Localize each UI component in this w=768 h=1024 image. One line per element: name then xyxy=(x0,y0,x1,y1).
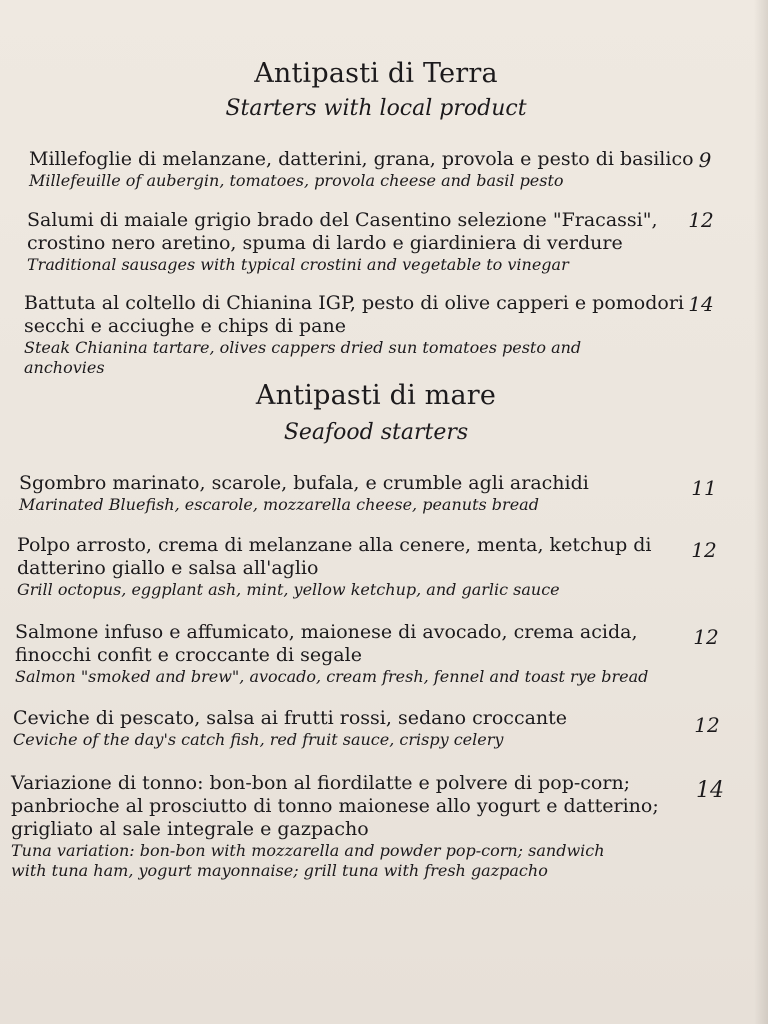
item-price: 14 xyxy=(688,292,714,316)
item-price: 12 xyxy=(693,625,719,649)
item-name-line: Sgombro marinato, scarole, bufala, e crumble agli arachidi xyxy=(19,472,589,494)
item-name-line: Salumi di maiale grigio brado del Casentino selezione "Fracassi", xyxy=(27,209,658,231)
menu-item-battuta xyxy=(24,292,694,378)
item-name-line: finocchi confit e croccante di segale xyxy=(15,644,362,666)
item-name-line: grigliato al sale integrale e gazpacho xyxy=(11,818,369,840)
item-price: 12 xyxy=(694,713,720,737)
item-name-line: Ceviche di pescato, salsa ai frutti rossi, sedano croccante xyxy=(13,707,568,729)
menu-item-salmone xyxy=(15,621,685,687)
item-name-line: crostino nero aretino, spuma di lardo e giardiniera di verdure xyxy=(27,232,623,254)
menu-item-millefoglie xyxy=(29,148,699,191)
item-description-line: Tuna variation: bon-bon with mozzarella and powder pop-corn; sandwich xyxy=(11,841,605,860)
item-name-line: panbrioche al prosciutto di tonno maionese allo yogurt e datterino; xyxy=(11,795,659,817)
page-edge-shadow xyxy=(754,0,768,1024)
section-subtitle-terra: Starters with local product xyxy=(225,96,527,121)
section-title-mare: Antipasti di mare xyxy=(255,380,497,411)
item-description-line: Traditional sausages with typical crostini and vegetable to vinegar xyxy=(27,255,569,274)
item-price: 14 xyxy=(696,778,724,803)
item-description-line: Millefeuille of aubergin, tomatoes, provola cheese and basil pesto xyxy=(29,171,564,190)
item-name-line: Polpo arrosto, crema di melanzane alla cenere, menta, ketchup di xyxy=(17,534,652,556)
item-name-line: Salmone infuso e affumicato, maionese di avocado, crema acida, xyxy=(15,621,638,643)
menu-item-polpo xyxy=(17,534,687,600)
item-price: 11 xyxy=(691,476,717,500)
item-name-line: Millefoglie di melanzane, datterini, grana, provola e pesto di basilico xyxy=(29,148,694,170)
menu-item-tonno xyxy=(11,772,701,881)
item-description-line: with tuna ham, yogurt mayonnaise; grill tuna with fresh gazpacho xyxy=(11,861,548,880)
item-description-line: Marinated Bluefish, escarole, mozzarella cheese, peanuts bread xyxy=(19,495,539,514)
item-name-line: secchi e acciughe e chips di pane xyxy=(24,315,346,337)
menu-item-ceviche xyxy=(13,707,683,750)
section-subtitle-mare: Seafood starters xyxy=(283,420,469,445)
item-description-line: Salmon "smoked and brew", avocado, cream fresh, fennel and toast rye bread xyxy=(15,667,649,686)
item-description-line: Grill octopus, eggplant ash, mint, yellow ketchup, and garlic sauce xyxy=(17,580,560,599)
item-name-line: datterino giallo e salsa all'aglio xyxy=(17,557,319,579)
item-price: 12 xyxy=(691,538,717,562)
item-description-line: Steak Chianina tartare, olives cappers dried sun tomatoes pesto and xyxy=(24,338,582,357)
menu-item-sgombro xyxy=(19,472,689,515)
section-title-terra: Antipasti di Terra xyxy=(254,58,498,89)
item-description-line: Ceviche of the day's catch fish, red fruit sauce, crispy celery xyxy=(13,730,504,749)
item-price: 9 xyxy=(698,148,712,172)
item-name-line: Variazione di tonno: bon-bon al fiordilatte e polvere di pop-corn; xyxy=(11,772,631,794)
item-description-line: anchovies xyxy=(24,358,105,377)
item-name-line: Battuta al coltello di Chianina IGP, pesto di olive capperi e pomodori xyxy=(24,292,684,314)
item-price: 12 xyxy=(688,208,714,232)
menu-item-salumi xyxy=(27,209,697,275)
